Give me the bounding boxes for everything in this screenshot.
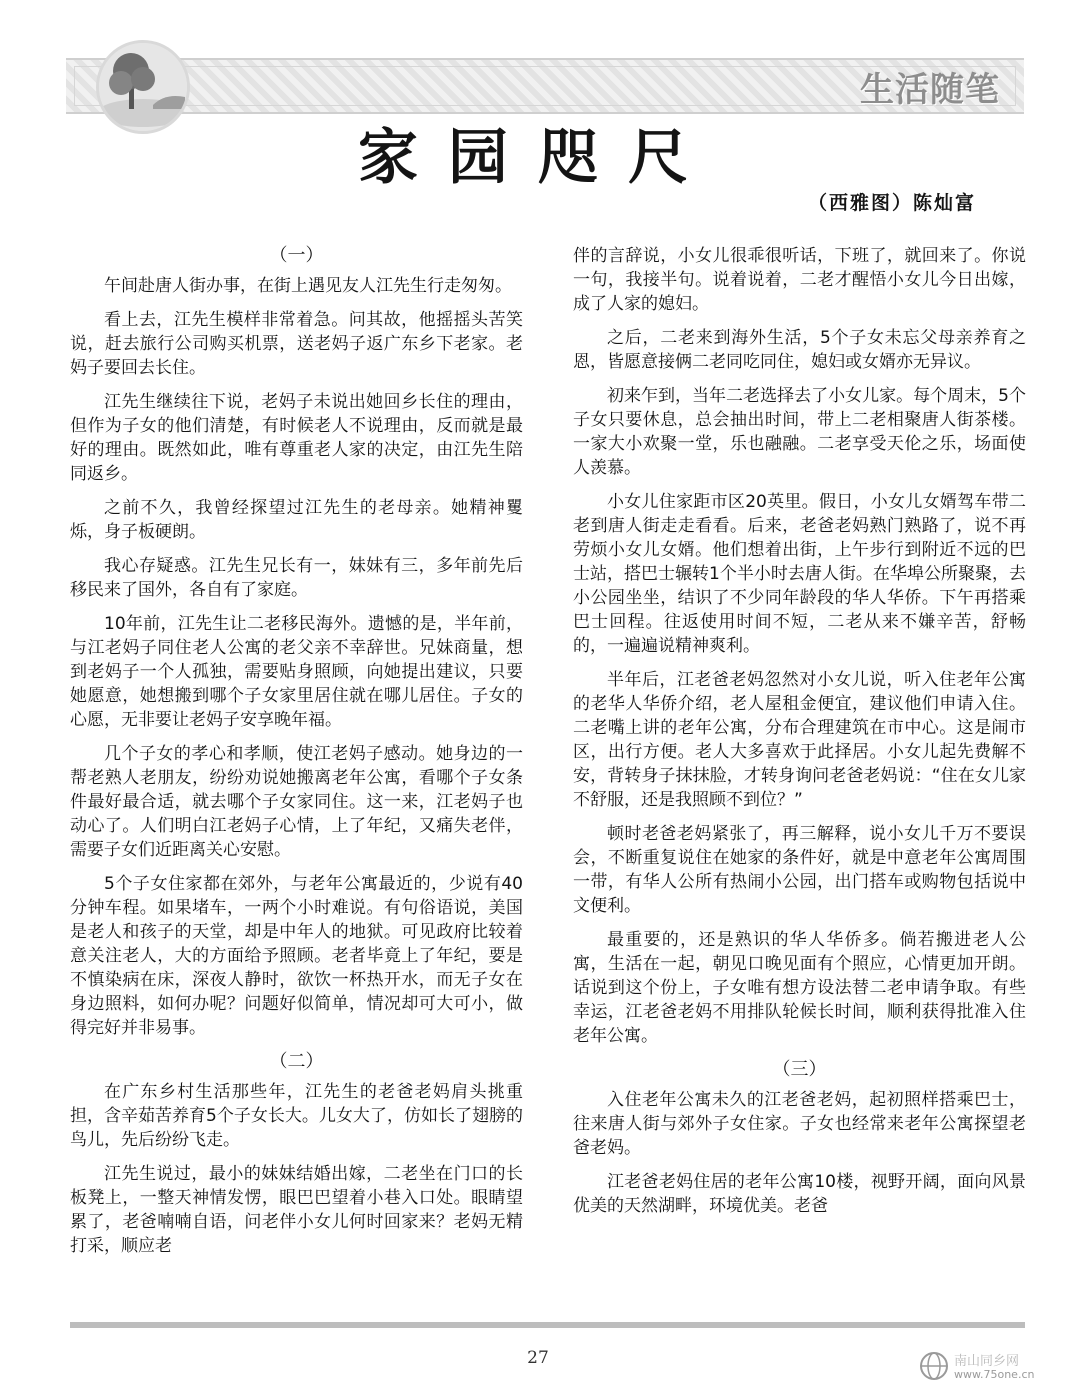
paragraph: 江先生继续往下说，老妈子未说出她回乡长住的理由，但作为子女的他们清楚，有时候老人不说理由，反而就是最好的理由。既然如此，唯有尊重老人家的决定，由江先生陪同返乡。 (70, 392, 523, 484)
paragraph: 江老爸老妈住居的老年公寓10楼，视野开阔，面向风景优美的天然湖畔，环境优美。老爸 (573, 1172, 1026, 1216)
paragraph: 午间赴唐人街办事，在街上遇见友人江先生行走匆匆。 (104, 276, 512, 296)
paragraph: 之前不久，我曾经探望过江先生的老母亲。她精神矍烁，身子板硬朗。 (70, 498, 523, 542)
footer-rule (70, 1322, 1025, 1328)
paragraph: 我心存疑惑。江先生兄长有一，妹妹有三，多年前先后移民来了国外，各自有了家庭。 (70, 556, 523, 600)
globe-icon (918, 1350, 950, 1382)
paragraph: 半年后，江老爸老妈忽然对小女儿说，听入住老年公寓的老华人华侨介绍，老人屋租金便宜，建议他们申请入住。二老嘴上讲的老年公寓，分布合理建筑在市中心。这是闹市区，出行方便。老人大多喜欢于此择居。小女儿起先费解不安，背转身子抹抹脸，才转身询问老爸老妈说：“住在女儿家不舒服，还是我照顾不到位？” (573, 670, 1026, 810)
paragraph: 看上去，江先生模样非常着急。问其故，他摇摇头苦笑说，赶去旅行公司购买机票，送老妈子返广东乡下老家。老妈子要回去长住。 (70, 310, 523, 378)
paragraph: 入住老年公寓未久的江老爸老妈，起初照样搭乘巴士，往来唐人街与郊外子女住家。子女也经常来老年公寓探望老爸老妈。 (573, 1090, 1026, 1158)
section-label: 生活随笔 (860, 70, 1000, 110)
paragraph: 江先生说过，最小的妹妹结婚出嫁，二老坐在门口的长板凳上，一整天神情发愣，眼巴巴望着小巷入口处。眼睛望累了，老爸喃喃自语，问老伴小女儿何时回家来？老妈无精打采，顺应老 (70, 1164, 523, 1256)
paragraph: 在广东乡村生活那些年，江先生的老爸老妈肩头挑重担，含辛茹苦养育5个子女长大。儿女大了，仿如长了翅膀的鸟儿，先后纷纷飞走。 (70, 1082, 523, 1150)
paragraph: 之后，二老来到海外生活，5个子女未忘父母亲养育之恩，皆愿意接俩二老同吃同住，媳妇或女婿亦无异议。 (573, 328, 1026, 372)
paragraph: 10年前，江先生让二老移民海外。遗憾的是，半年前，与江老妈子同住老人公寓的老父亲不幸辞世。兄妹商量，想到老妈子一个人孤独，需要贴身照顾，向她提出建议，只要她愿意，她想搬到哪个子女家里居住就在哪儿居住。子女的心愿，无非要让老妈子安享晚年福。 (70, 614, 523, 730)
paragraph: 5个子女住家都在郊外，与老年公寓最近的，少说有40分钟车程。如果堵车，一两个小时难说。有句俗语说，美国是老人和孩子的天堂，却是中年人的地狱。可见政府比较着意关注老人，大的方面给予照顾。老者毕竟上了年纪，要是不慎染病在床，深夜人静时，欲饮一杯热开水，而无子女在身边照料，如何办呢？问题好似简单，情况却可大可小，做得完好并非易事。 (70, 874, 523, 1038)
landscape-emblem (96, 40, 190, 134)
watermark (918, 1350, 1068, 1384)
left-column (70, 244, 523, 1268)
paragraph: 伴的言辞说，小女儿很乖很听话，下班了，就回来了。你说一句，我接半句。说着说着，二老才醒悟小女儿今日出嫁，成了人家的媳妇。 (573, 246, 1026, 314)
section-heading-three: （三） (772, 1059, 827, 1080)
paragraph: 顿时老爸老妈紧张了，再三解释，说小女儿千万不要误会，不断重复说住在她家的条件好，就是中意老年公寓周围一带，有华人公所有热闹小公园，出门搭车或购物包括说中文便利。 (573, 824, 1026, 916)
paragraph: 初来乍到，当年二老选择去了小女儿家。每个周末，5个子女只要休息，总会抽出时间，带上二老相聚唐人街茶楼。一家大小欢聚一堂，乐也融融。二老享受天伦之乐，场面使人羡慕。 (573, 386, 1026, 478)
article-title: 家园咫尺 (358, 123, 718, 193)
watermark-site-name: 南山同乡网 (954, 1354, 1020, 1369)
paragraph: 几个子女的孝心和孝顺，使江老妈子感动。她身边的一帮老熟人老朋友，纷纷劝说她搬离老年公寓，看哪个子女条件最好最合适，就去哪个子女家同住。这一来，江老妈子也动心了。人们明白江老妈子心情，上了年纪，又痛失老伴，需要子女们近距离关心安慰。 (70, 744, 523, 860)
right-column (573, 244, 1026, 1228)
watermark-url: www.75one.cn (954, 1368, 1035, 1381)
section-heading-two: （二） (269, 1051, 324, 1072)
paragraph: 最重要的，还是熟识的华人华侨多。倘若搬进老人公寓，生活在一起，朝见口晚见面有个照应，心情更加开朗。话说到这个份上，子女唯有想方设法替二老申请争取。有些幸运，江老爸老妈不用排队轮候长时间，顺利获得批准入住老年公寓。 (573, 930, 1026, 1046)
paragraph: 小女儿住家距市区20英里。假日，小女儿女婿驾车带二老到唐人街走走看看。后来，老爸老妈熟门熟路了，说不再劳烦小女儿女婿。他们想着出街，上午步行到附近不远的巴士站，搭巴士辗转1个半小时去唐人街。在华埠公所聚聚，去小公园坐坐，结识了不少同年龄段的华人华侨。下午再搭乘巴士回程。往返使用时间不短，二老从来不嫌辛苦，舒畅的，一遍遍说精神爽利。 (573, 492, 1026, 656)
section-heading-one: （一） (269, 245, 324, 266)
article-byline: （西雅图）陈灿富 (807, 192, 976, 214)
page-number: 27 (527, 1348, 549, 1368)
